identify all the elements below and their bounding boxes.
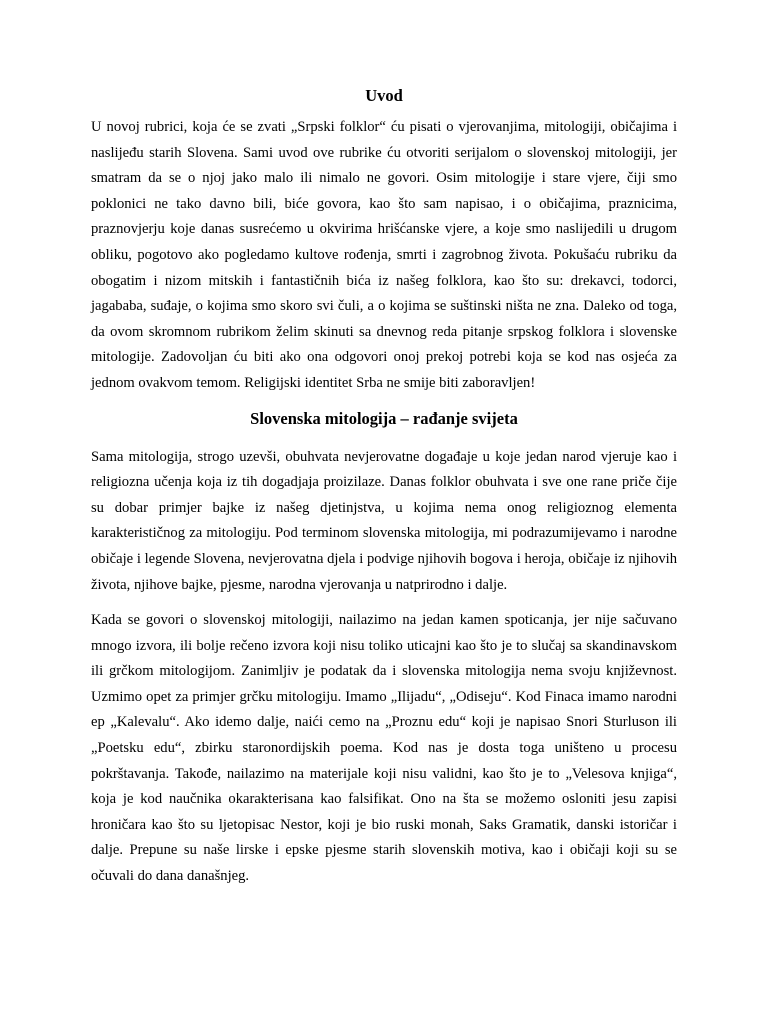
paragraph-mythology-sources: Kada se govori o slovenskoj mitologiji, nailazimo na jedan kamen spoticanja, jer nije sačuvano mnogo izvora, ili bolje rečeno izvora koji nisu toliko uticajni kao što je to slučaj sa skandinavskom ili grčkom mitologijom. Zanimljiv je podatak da i slovenska mitologija nema svoju književnost. Uzmimo opet za primjer grčku mitologiju. Imamo „Ilijadu“, „Odiseju“. Kod Finaca imamo narodni ep „Kalevalu“. Ako idemo dalje, naići cemo na „Proznu edu“ koji je napisao Snori Sturluson ili „Poetsku edu“, zbirku staronordijskih poema. Kod nas je dosta toga uništeno u procesu pokrštavanja. Takođe, nailazimo na materijale koji nisu validni, kao što je to „Velesova knjiga“, koja je kod naučnika okarakterisana kao falsifikat. Ono na šta se možemo osloniti jesu zapisi hroničara kao što su ljetopisac Nestor, koji je bio ruski monah, Saks Gramatik, danski istoričar i dalje. Prepune su naše lirske i epske pjesme starih slovenskih motiva, kao i običaji koji su se očuvali do dana današnjeg. — [91, 612, 677, 885]
document-page — [91, 84, 677, 900]
paragraph-intro: U novoj rubrici, koja će se zvati „Srpski folklor“ ću pisati o vjerovanjima, mitologiji, običajima i naslijeđu starih Slovena. Sami uvod ove rubrike ću otvoriti serijalom o slovenskoj mitologiji, jer smatram da se o njoj jako malo ili nimalo ne govori. Osim mitologije i stare vjere, čiji smo poklonici ne tako davno bili, biće govora, kao što sam napisao, i o običajima, praznicima, praznovjerju koje danas susrećemo u okvirima hrišćanske vjere, a koje smo naslijedili u drugom obliku, pogotovo ako pogledamo kultove rođenja, smrti i zagrobnog života. Pokušaću rubriku da obogatim i nizom mitskih i fantastičnih bića iz našeg folklora, kao što su: drekavci, todorci, jagababa, suđaje, o kojima smo skoro svi čuli, a o kojima se suštinski ništa ne zna. Daleko od toga, da ovom skromnom rubrikom želim skinuti sa dnevnog reda pitanje srpskog folklora i slovenske mitologije. Zadovoljan ću biti ako ona odgovori onoj prekoj potrebi koja se kod nas osjeća za jednom ovakvom temom. Religijski identitet Srba ne smije biti zaboravljen! — [91, 119, 677, 391]
paragraph-mythology-definition: Sama mitologija, strogo uzevši, obuhvata nevjerovatne događaje u koje jedan narod vjeruje kao i religiozna učenja koja iz tih dogadjaja proizilaze. Danas folklor obuhvata i sve one rane priče čije su dobar primjer bajke iz našeg djetinjstva, u kojima nema onog religioznog elementa karakterističnog za mitologiju. Pod terminom slovenska mitologija, mi podrazumijevamo i narodne običaje i legende Slovena, nevjerovatna djela i podvige njihovih bogova i heroja, običaje iz njihovih života, njihove bajke, pjesme, narodna vjerovanja u natprirodno i dalje. — [91, 448, 677, 593]
heading-slovenska-mitologija: Slovenska mitologija – rađanje svijeta — [250, 408, 518, 428]
heading-uvod: Uvod — [365, 86, 403, 105]
